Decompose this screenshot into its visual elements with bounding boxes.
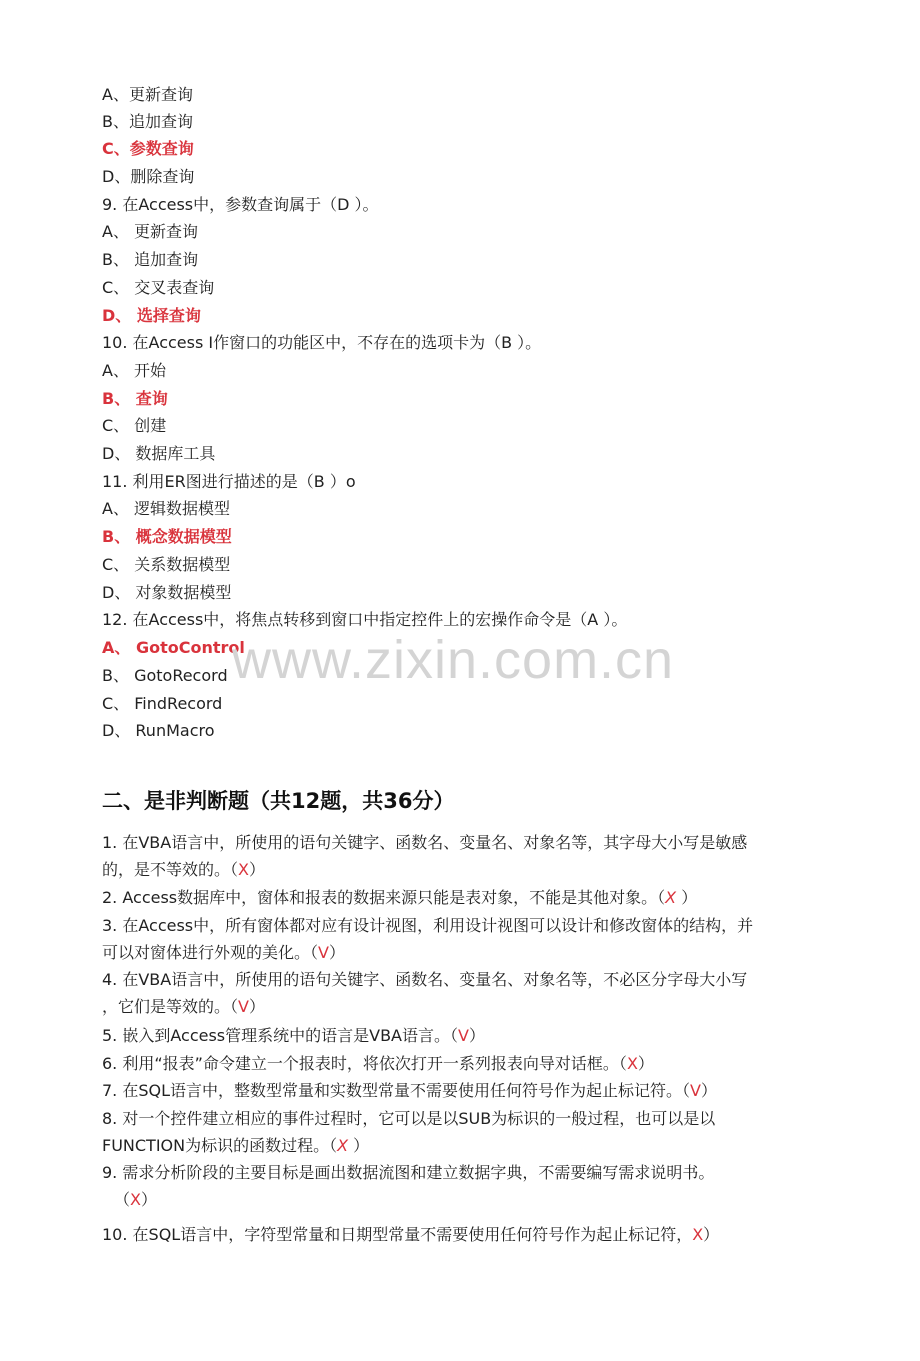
answer-mark: V <box>690 1081 701 1100</box>
judge-item-8-line-2: FUNCTION为标识的函数过程。（X ） <box>102 1136 370 1155</box>
answer-mark: X <box>692 1225 704 1244</box>
answer-mark: V <box>238 997 249 1016</box>
judge-item-1 <box>102 829 822 883</box>
judge-item-2-line-1: 2. Access数据库中，窗体和报表的数据来源只能是表对象，不能是其他对象。（X ） <box>102 888 698 907</box>
judge-item-1-line-2: 的，是不等效的。（X） <box>102 860 265 879</box>
q10-option-b-correct: B、 查询 <box>102 389 168 408</box>
q8-option-b: B、追加查询 <box>102 112 193 131</box>
q10-stem: 10. 在Access I作窗口的功能区中，不存在的选项卡为（B ）。 <box>102 333 542 352</box>
q11-option-d: D、 对象数据模型 <box>102 583 232 602</box>
q11-option-c: C、 关系数据模型 <box>102 555 231 574</box>
judge-item-3 <box>102 912 822 966</box>
answer-mark: X <box>337 1136 349 1155</box>
answer-mark: X <box>665 888 677 907</box>
q8-option-c-correct: C、参数查询 <box>102 139 194 158</box>
judge-item-6 <box>102 1050 822 1077</box>
judge-item-7 <box>102 1077 822 1104</box>
q12-stem: 12. 在Access中，将焦点转移到窗口中指定控件上的宏操作命令是（A ）。 <box>102 610 628 629</box>
judge-item-6-line-1: 6. 利用“报表”命令建立一个报表时，将依次打开一系列报表向导对话框。（X） <box>102 1054 654 1073</box>
q12-option-d: D、 RunMacro <box>102 721 215 740</box>
judge-item-10-line-1: 10. 在SQL语言中，字符型常量和日期型常量不需要使用任何符号作为起止标记符，X） <box>102 1225 720 1244</box>
q11-stem: 11. 利用ER图进行描述的是（B ）o <box>102 472 356 491</box>
judge-item-8-line-1: 8. 对一个控件建立相应的事件过程时，它可以是以SUB为标识的一般过程，也可以是以 <box>102 1109 716 1128</box>
judge-item-5 <box>102 1022 822 1049</box>
judge-item-3-line-1: 3. 在Access中，所有窗体都对应有设计视图，利用设计视图可以设计和修改窗体的结构，并 <box>102 916 754 935</box>
q11-option-b-correct: B、 概念数据模型 <box>102 527 232 546</box>
judge-item-2 <box>102 884 822 911</box>
q9-option-c: C、 交叉表查询 <box>102 278 215 297</box>
q12-option-c: C、 FindRecord <box>102 694 223 713</box>
q8-option-d: D、删除查询 <box>102 167 195 186</box>
answer-mark: X <box>238 860 249 879</box>
q9-stem: 9. 在Access中，参数查询属于（D ）。 <box>102 195 379 214</box>
judge-item-4-line-1: 4. 在VBA语言中，所使用的语句关键字、函数名、变量名、对象名等，不必区分字母大小写 <box>102 970 748 989</box>
judge-item-3-line-2: 可以对窗体进行外观的美化。（V） <box>102 943 345 962</box>
q12-option-a-correct: A、 GotoControl <box>102 638 245 657</box>
judge-item-9-line-1: 9. 需求分析阶段的主要目标是画出数据流图和建立数据字典，不需要编写需求说明书。 <box>102 1163 715 1182</box>
judge-item-4 <box>102 966 822 1020</box>
q9-option-d-correct: D、 选择查询 <box>102 306 201 325</box>
section-heading: 二、是非判断题（共12题，共36分） <box>102 789 455 813</box>
answer-mark: V <box>318 943 329 962</box>
judge-item-7-line-1: 7. 在SQL语言中，整数型常量和实数型常量不需要使用任何符号作为起止标记符。（V） <box>102 1081 717 1100</box>
q11-option-a: A、 逻辑数据模型 <box>102 499 231 518</box>
judge-item-9 <box>102 1159 822 1213</box>
q9-option-b: B、 追加查询 <box>102 250 199 269</box>
q10-option-a: A、 开始 <box>102 361 167 380</box>
answer-mark: V <box>458 1026 469 1045</box>
q12-option-b: B、 GotoRecord <box>102 666 228 685</box>
answer-mark: X <box>130 1190 141 1209</box>
judge-item-10 <box>102 1221 822 1248</box>
answer-mark: X <box>626 1054 638 1073</box>
watermark-text: www.zixin.com.cn <box>232 630 675 690</box>
q10-option-c: C、 创建 <box>102 416 167 435</box>
judge-item-5-line-1: 5. 嵌入到Access管理系统中的语言是VBA语言。（V） <box>102 1026 485 1045</box>
judge-item-8 <box>102 1105 822 1159</box>
q8-option-a: A、更新查询 <box>102 85 193 104</box>
q10-option-d: D、 数据库工具 <box>102 444 216 463</box>
judge-item-1-line-1: 1. 在VBA语言中，所使用的语句关键字、函数名、变量名、对象名等，其字母大小写是敏感 <box>102 833 748 852</box>
judge-item-4-line-2: ，它们是等效的。（V） <box>102 997 265 1016</box>
q9-option-a: A、 更新查询 <box>102 222 199 241</box>
judge-item-9-line-2: （X） <box>114 1190 157 1209</box>
